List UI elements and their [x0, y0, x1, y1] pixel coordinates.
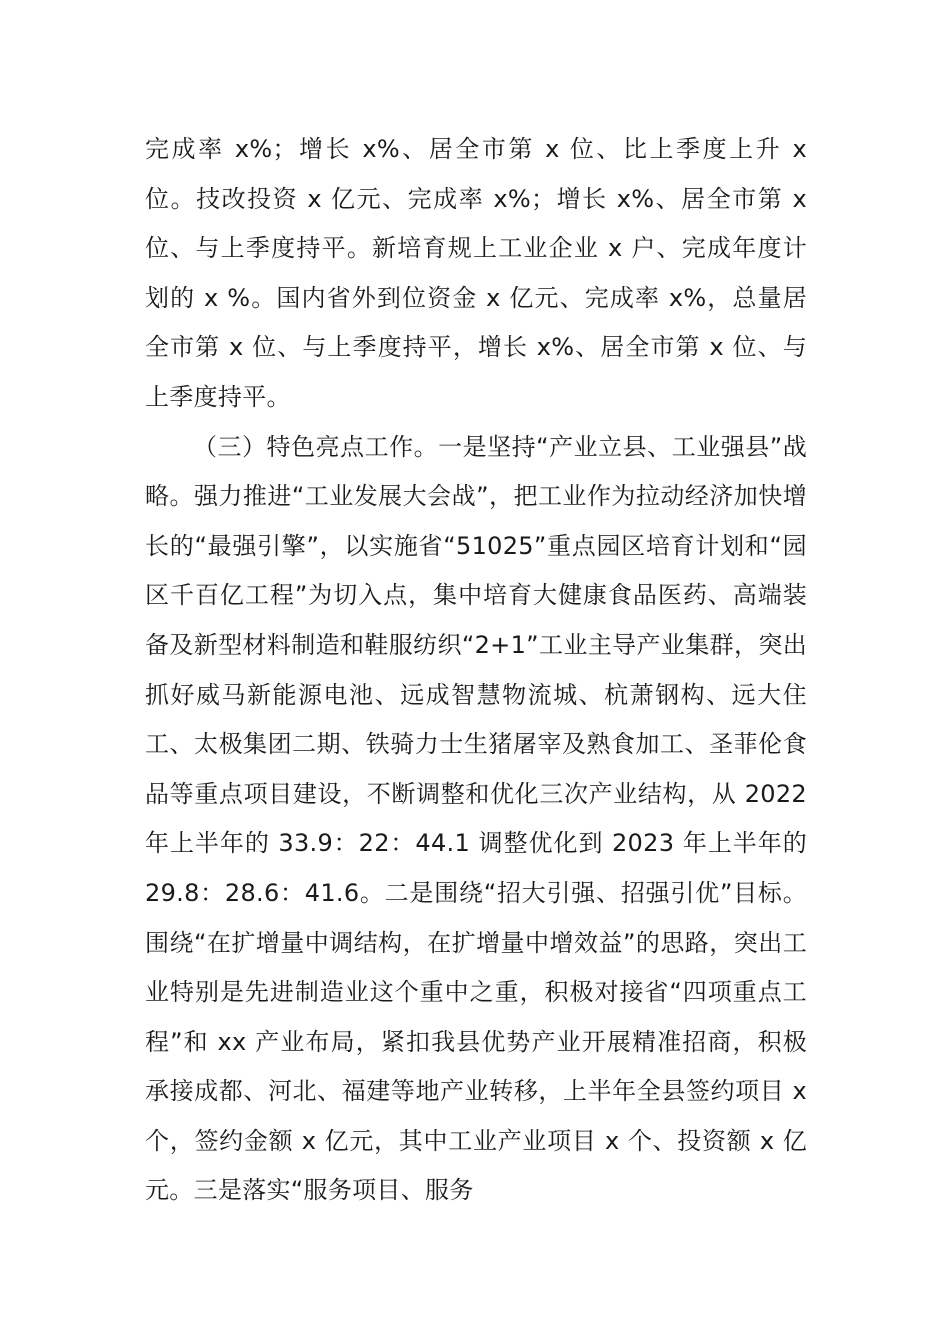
paragraph-highlights: （三）特色亮点工作。一是坚持“产业立县、工业强县”战略。强力推进“工业发展大会战”，把工业作为拉动经济加快增长的“最强引擎”，以实施省“51025”重点园区培育计划和“园区千百亿工程”为切入点，集中培育大健康食品医药、高端装备及新型材料制造和鞋服纺织“2+1”工业主导产业集群，突出抓好威马新能源电池、远成智慧物流城、杭萧钢构、远大住工、太极集团二期、铁骑力士生猪屠宰及熟食加工、圣菲伦食品等重点项目建设，不断调整和优化三次产业结构，从 2022 年上半年的 33.9：22：44.1 调整优化到 2023 年上半年的 29.8：28.6：41.6。二是围绕“招大引强、招强引优”目标。围绕“在扩增量中调结构，在扩增量中增效益”的思路，突出工业特别是先进制造业这个重中之重，积极对接省“四项重点工程”和 xx 产业布局，紧扣我县优势产业开展精准招商，积极承接成都、河北、福建等地产业转移，上半年全县签约项目 x 个，签约金额 x 亿元，其中工业产业项目 x 个、投资额 x 亿元。三是落实“服务项目、服务: [145, 432, 807, 1205]
paragraph-continuation: 完成率 x%；增长 x%、居全市第 x 位、比上季度上升 x 位。技改投资 x 亿元、完成率 x%；增长 x%、居全市第 x 位、与上季度持平。新培育规上工业企业 x 户、完成年度计划的 x %。国内省外到位资金 x 亿元、完成率 x%，总量居全市第 x 位、与上季度持平，增长 x%、居全市第 x 位、与上季度持平。: [145, 135, 807, 411]
document-body: [145, 125, 807, 1216]
